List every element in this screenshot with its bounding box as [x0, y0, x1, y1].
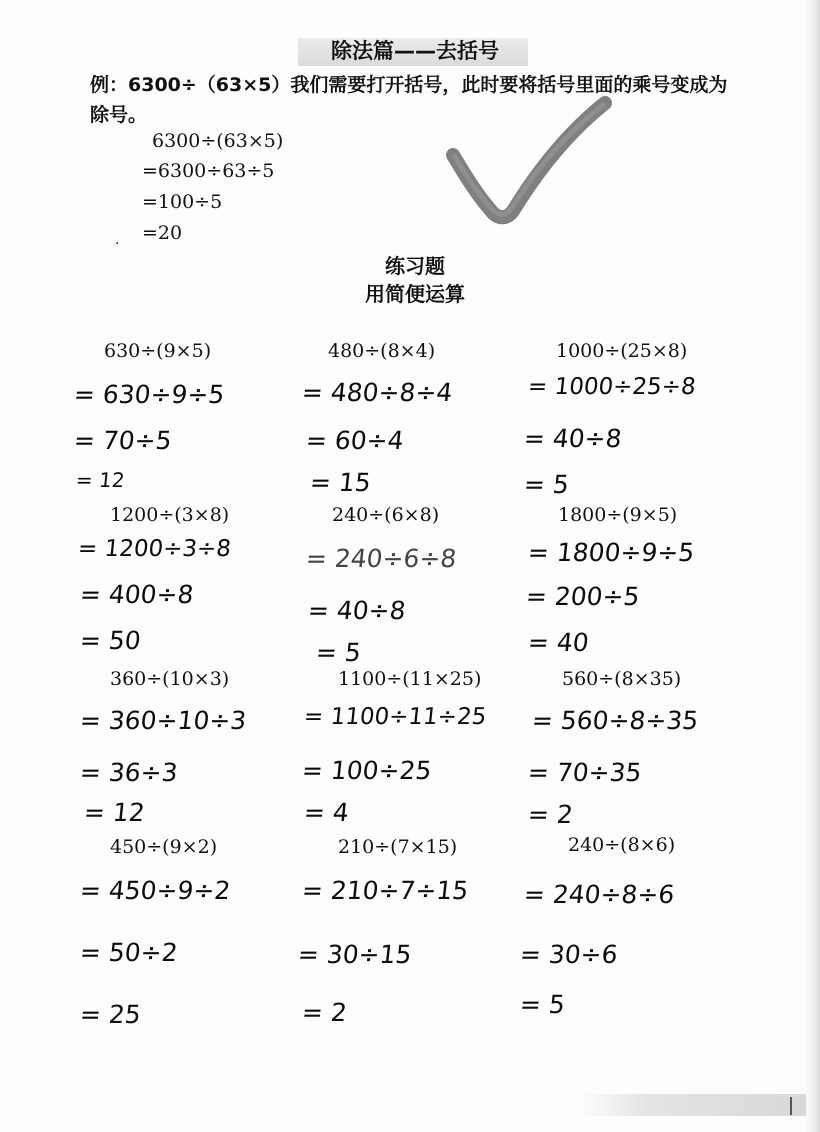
problem-question: 1100÷(11×25) [338, 668, 482, 690]
problem-question: 210÷(7×15) [338, 836, 458, 858]
stray-mark: · [115, 236, 120, 252]
problem-answer: = 4 [302, 798, 351, 827]
example-step-3: =100÷5 [142, 191, 223, 213]
page-corner-mark [790, 1097, 806, 1115]
problem-question: 630÷(9×5) [104, 340, 212, 362]
problem-step: = 100÷25 [300, 756, 433, 785]
example-step-2: =6300÷63÷5 [142, 160, 275, 182]
problem-answer: = 40 [526, 628, 591, 657]
problem-step: = 60÷4 [304, 426, 406, 455]
problem-answer: = 15 [308, 468, 373, 497]
problem-step: = 400÷8 [78, 580, 195, 609]
problem-step: = 30÷15 [296, 940, 413, 969]
problem-step: = 450÷9÷2 [78, 876, 232, 905]
problem-question: 1000÷(25×8) [556, 340, 688, 362]
problem-step: = 40÷8 [522, 424, 624, 453]
problem-question: 450÷(9×2) [110, 836, 218, 858]
problem-answer: = 5 [518, 990, 567, 1019]
problem-answer: = 12 [74, 468, 126, 492]
problem-step: = 70÷35 [526, 758, 643, 787]
exercise-subheading: 用简便运算 [365, 282, 465, 306]
problem-question: 1800÷(9×5) [558, 504, 678, 526]
example-step-4: =20 [142, 222, 183, 244]
problem-answer: = 5 [314, 638, 363, 667]
problem-step: = 630÷9÷5 [72, 380, 226, 409]
problem-step: = 240÷8÷6 [522, 880, 676, 909]
problem-answer: = 5 [522, 470, 571, 499]
example-step-1: 6300÷(63×5) [152, 130, 284, 152]
problem-step: = 1000÷25÷8 [526, 374, 697, 400]
problem-question: 480÷(8×4) [328, 340, 436, 362]
problem-step: = 30÷6 [518, 940, 620, 969]
problem-question: 240÷(6×8) [332, 504, 440, 526]
problem-step: = 200÷5 [524, 582, 641, 611]
intro-text: 例：6300÷（63×5）我们需要打开括号，此时要将括号里面的乘号变成为除号。 [90, 74, 728, 126]
problem-answer: = 25 [78, 1000, 143, 1029]
problem-question: 560÷(8×35) [562, 668, 682, 690]
problem-step: = 1800÷9÷5 [526, 538, 696, 567]
problem-step: = 560÷8÷35 [530, 706, 700, 735]
problem-step: = 1100÷11÷25 [302, 704, 488, 730]
problem-answer: = 50 [78, 626, 143, 655]
problem-answer: = 2 [300, 998, 349, 1027]
problem-question: 240÷(8×6) [568, 834, 676, 856]
problem-step: = 240÷6÷8 [304, 544, 458, 573]
problem-step: = 70÷5 [72, 426, 174, 455]
problem-question: 1200÷(3×8) [110, 504, 230, 526]
problem-question: 360÷(10×3) [110, 668, 230, 690]
problem-step: = 50÷2 [78, 938, 180, 967]
problem-answer: = 2 [526, 800, 575, 829]
problem-step: = 36÷3 [78, 758, 180, 787]
problem-step: = 360÷10÷3 [78, 706, 248, 735]
problem-step: = 480÷8÷4 [300, 378, 454, 407]
exercise-heading: 练习题 [385, 254, 445, 278]
problem-step: = 40÷8 [306, 596, 408, 625]
problem-step: = 210÷7÷15 [300, 876, 470, 905]
problem-step: = 1200÷3÷8 [76, 536, 233, 562]
page-title: 除法篇——去括号 [331, 39, 499, 63]
scan-shadow [580, 1094, 806, 1116]
problem-answer: = 12 [82, 798, 147, 827]
